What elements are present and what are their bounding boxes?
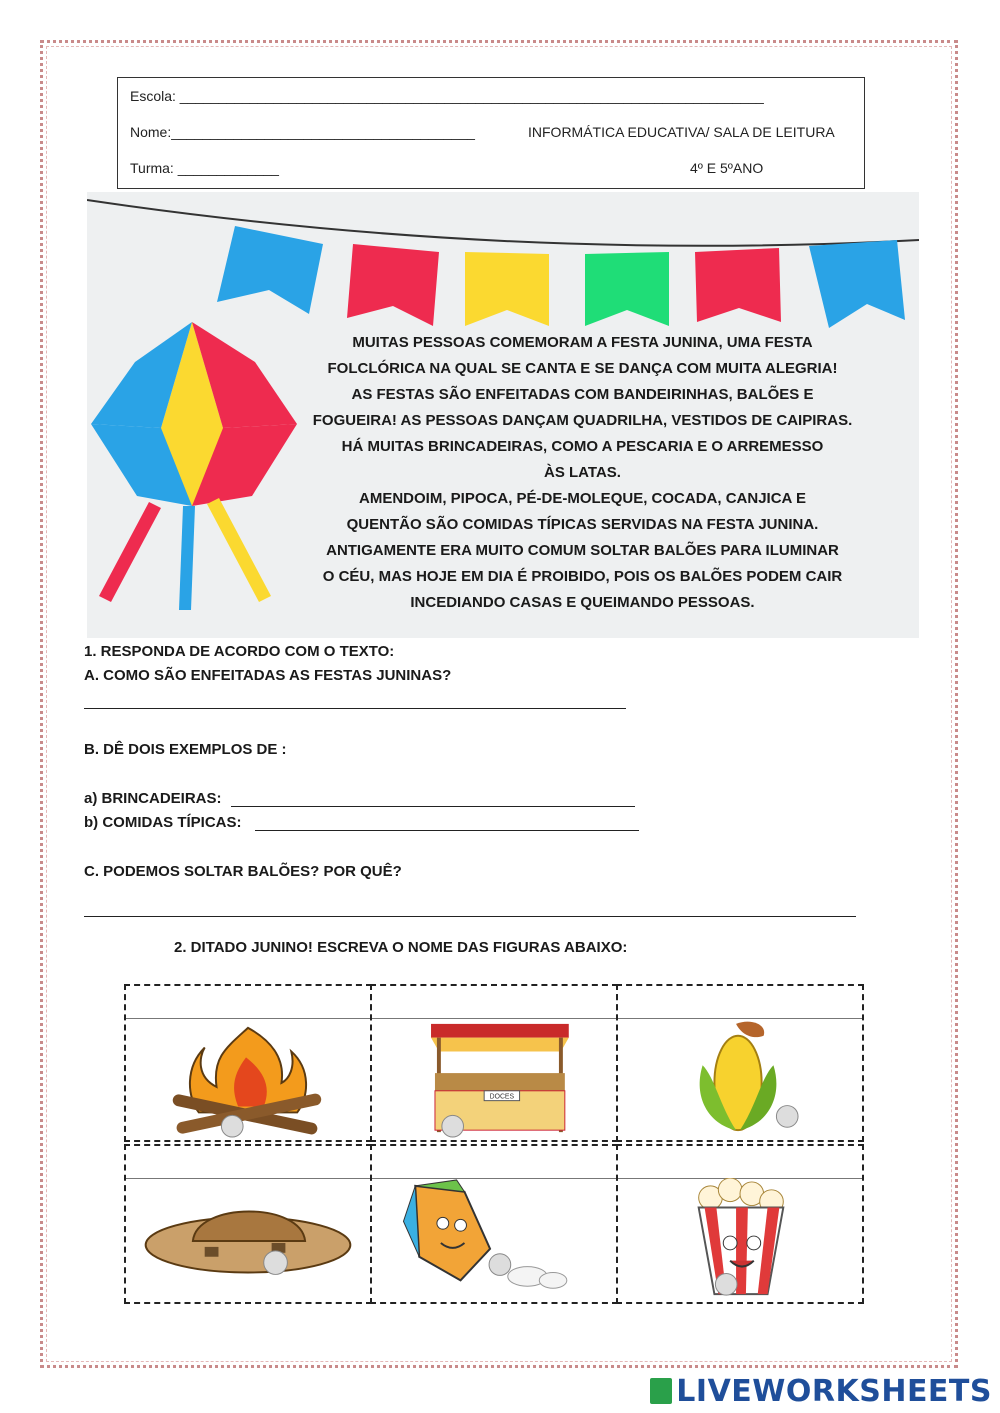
balloon-character-icon	[372, 1178, 616, 1302]
nome-line: Nome:_______________________________________	[130, 124, 475, 140]
flag-blue-1	[217, 226, 323, 314]
story-line: MUITAS PESSOAS COMEMORAM A FESTA JUNINA, UMA FESTA	[352, 334, 813, 351]
logo-text: LIVEWORKSHEETS	[676, 1374, 992, 1409]
flag-red-2	[695, 248, 781, 322]
question-b-a: a) BRINCADEIRAS:	[84, 790, 222, 807]
corn-icon	[618, 1018, 862, 1140]
question-b-b: b) COMIDAS TÍPICAS:	[84, 814, 242, 831]
bonfire-icon	[126, 1018, 370, 1140]
figure-grid	[124, 984, 864, 1304]
name-input[interactable]	[126, 1146, 370, 1179]
escola-line: Escola: ___________________________________________________________________________	[130, 88, 764, 104]
story-line: AMENDOIM, PIPOCA, PÉ-DE-MOLEQUE, COCADA, CANJICA E	[359, 490, 806, 507]
name-input[interactable]	[372, 1146, 616, 1179]
name-input[interactable]	[618, 1146, 862, 1179]
subject-label: INFORMÁTICA EDUCATIVA/ SALA DE LEITURA	[528, 124, 835, 140]
figure-cell	[124, 1144, 372, 1304]
question-2: 2. DITADO JUNINO! ESCREVA O NOME DAS FIGURAS ABAIXO:	[174, 939, 628, 956]
story-line: FOLCLÓRICA NA QUAL SE CANTA E SE DANÇA COM MUITA ALEGRIA!	[327, 360, 838, 377]
flag-yellow	[465, 252, 549, 326]
figure-cell	[616, 984, 864, 1142]
story-line: INCEDIANDO CASAS E QUEIMANDO PESSOAS.	[410, 594, 755, 611]
story-line: QUENTÃO SÃO COMIDAS TÍPICAS SERVIDAS NA FESTA JUNINA.	[346, 516, 819, 533]
figure-cell	[370, 1144, 618, 1304]
grade-label: 4º E 5ºANO	[690, 160, 764, 176]
name-input[interactable]	[372, 986, 616, 1019]
festa-text	[300, 330, 865, 616]
flag-green	[585, 252, 669, 326]
story-line: HÁ MUITAS BRINCADEIRAS, COMO A PESCARIA E O ARREMESSO	[341, 438, 824, 455]
answer-a-line[interactable]	[84, 708, 626, 709]
header-box	[117, 77, 865, 189]
answer-comidas-line[interactable]	[255, 830, 639, 831]
straw-hat-icon	[126, 1178, 370, 1302]
story-line: ANTIGAMENTE ERA MUITO COMUM SOLTAR BALÕES PARA ILUMINAR	[326, 542, 839, 559]
figure-cell	[124, 984, 372, 1142]
turma-line: Turma: _____________	[130, 160, 279, 176]
question-a: A. COMO SÃO ENFEITADAS AS FESTAS JUNINAS?	[84, 667, 452, 684]
lantern-icon	[91, 322, 297, 610]
popcorn-icon	[618, 1178, 862, 1302]
flag-blue-2	[809, 240, 905, 328]
story-line: ÀS LATAS.	[544, 464, 621, 481]
name-input[interactable]	[126, 986, 370, 1019]
stall-sign-text: DOCES	[489, 1093, 515, 1101]
question-c: C. PODEMOS SOLTAR BALÕES? POR QUÊ?	[84, 863, 402, 880]
answer-brincadeiras-line[interactable]	[231, 806, 635, 807]
name-input[interactable]	[618, 986, 862, 1019]
story-line: O CÉU, MAS HOJE EM DIA É PROIBIDO, POIS OS BALÕES PODEM CAIR	[322, 568, 843, 585]
food-stall-icon	[372, 1018, 616, 1140]
story-line: FOGUEIRA! AS PESSOAS DANÇAM QUADRILHA, VESTIDOS DE CAIPIRAS.	[312, 412, 853, 429]
story-line: AS FESTAS SÃO ENFEITADAS COM BANDEIRINHAS, BALÕES E	[351, 386, 814, 403]
figure-cell	[370, 984, 618, 1142]
question-1: 1. RESPONDA DE ACORDO COM O TEXTO:	[84, 643, 395, 660]
bunting-string	[87, 200, 919, 246]
logo-mark-icon	[650, 1378, 672, 1404]
figure-cell	[616, 1144, 864, 1304]
flag-red-1	[347, 244, 439, 326]
answer-c-line[interactable]	[84, 916, 856, 917]
liveworksheets-logo	[650, 1374, 992, 1409]
question-b: B. DÊ DOIS EXEMPLOS DE :	[84, 741, 287, 758]
